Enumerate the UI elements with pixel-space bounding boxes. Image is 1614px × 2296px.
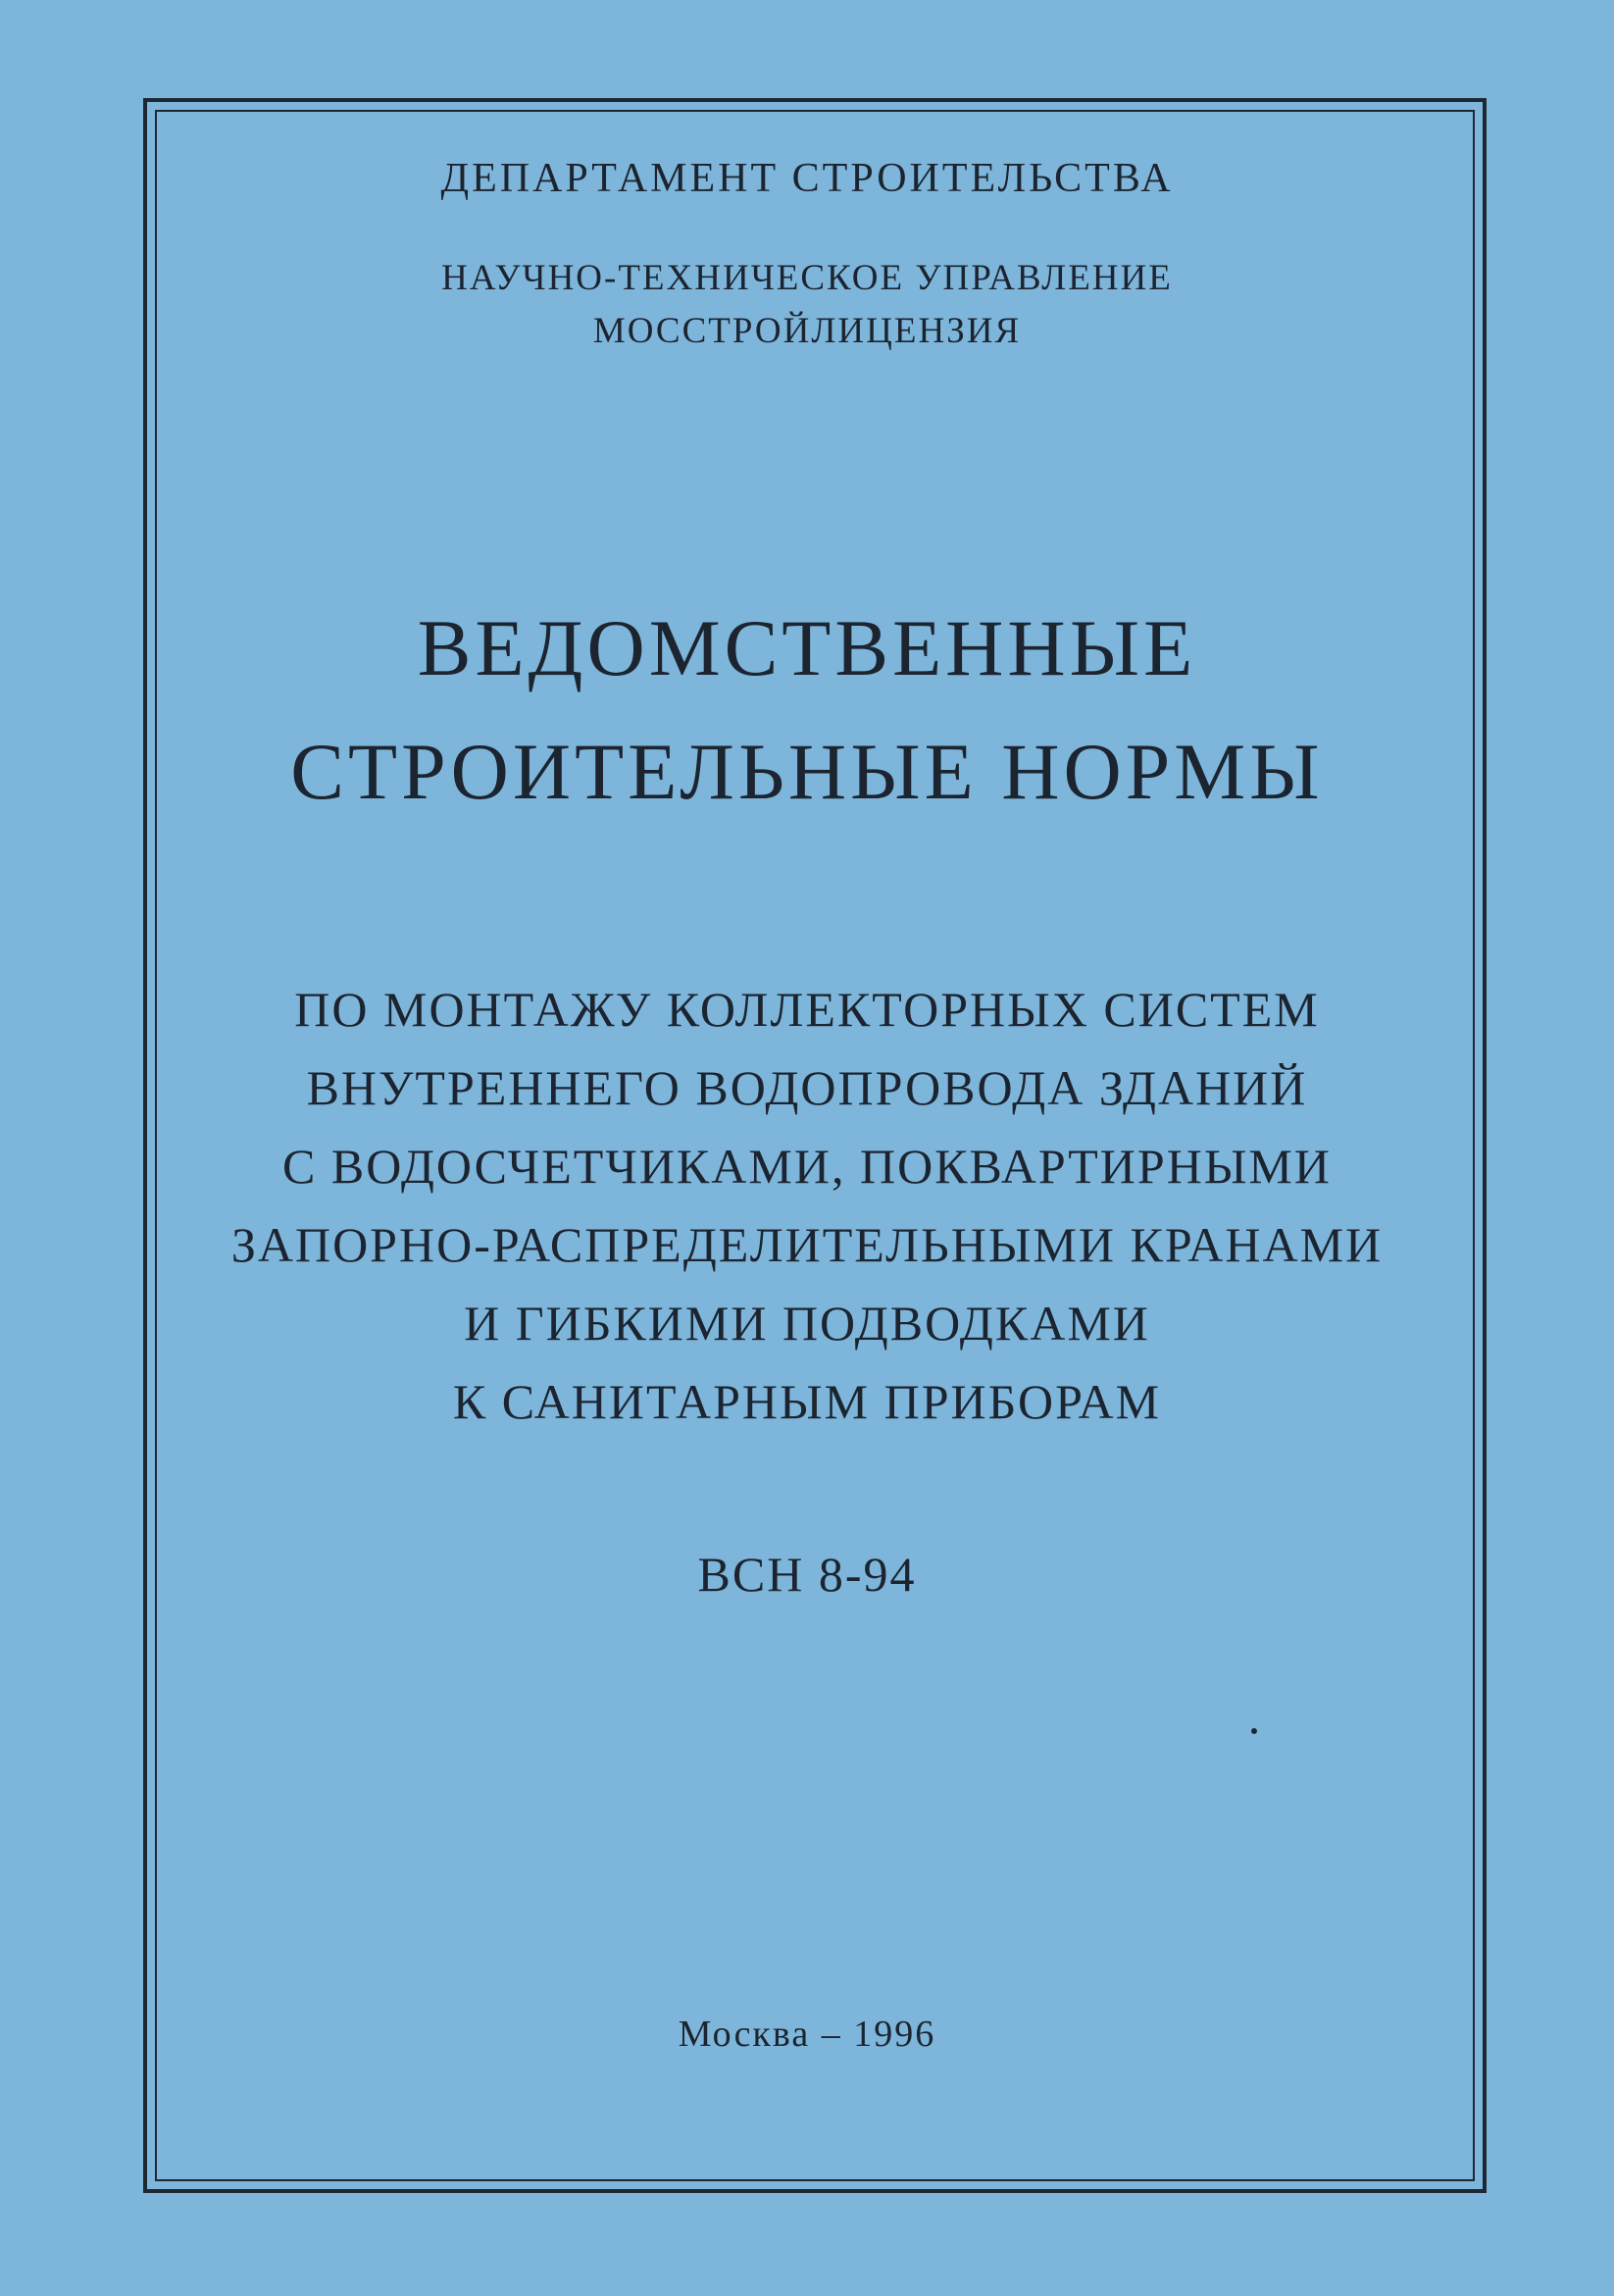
subtitle-line-3: С ВОДОСЧЕТЧИКАМИ, ПОКВАРТИРНЫМИ	[282, 1139, 1332, 1194]
imprint-city-year: Москва – 1996	[678, 2014, 936, 2055]
ink-speck	[1251, 1728, 1257, 1734]
institution-line-2: МОССТРОЙЛИЦЕНЗИЯ	[592, 311, 1022, 351]
subtitle-line-1: ПО МОНТАЖУ КОЛЛЕКТОРНЫХ СИСТЕМ	[294, 982, 1320, 1037]
subtitle-line-2: ВНУТРЕННЕГО ВОДОПРОВОДА ЗДАНИЙ	[306, 1060, 1308, 1115]
subtitle-line-4: ЗАПОРНО-РАСПРЕДЕЛИТЕЛЬНЫМИ КРАНАМИ	[230, 1217, 1384, 1272]
document-title-line-2: СТРОИТЕЛЬНЫЕ НОРМЫ	[290, 727, 1324, 816]
standard-code: ВСН 8-94	[697, 1547, 917, 1602]
subtitle-line-5: И ГИБКИМИ ПОДВОДКАМИ	[464, 1296, 1150, 1351]
subtitle-line-6: К САНИТАРНЫМ ПРИБОРАМ	[452, 1374, 1162, 1429]
department-name: ДЕПАРТАМЕНТ СТРОИТЕЛЬСТВА	[440, 156, 1174, 201]
institution-line-1: НАУЧНО-ТЕХНИЧЕСКОЕ УПРАВЛЕНИЕ	[441, 258, 1173, 298]
document-title-line-1: ВЕДОМСТВЕННЫЕ	[417, 603, 1197, 692]
